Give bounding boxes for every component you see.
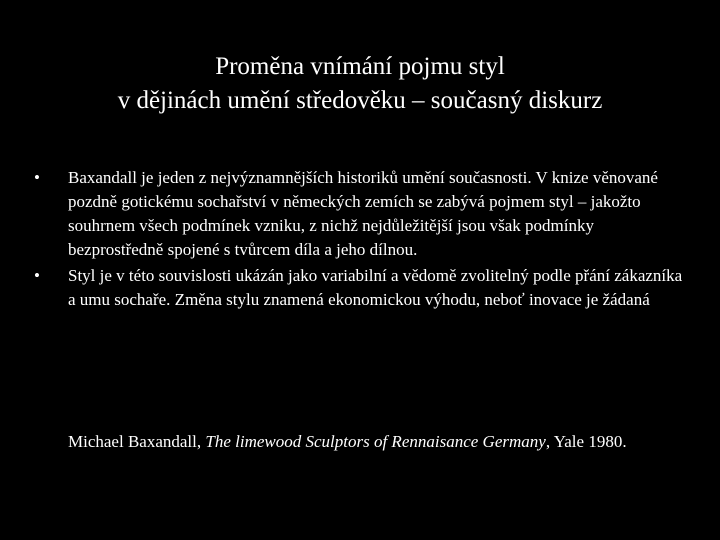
- citation: [68, 430, 688, 454]
- bullet-dot-icon: •: [34, 266, 40, 285]
- bullet-text: Baxandall je jeden z nejvýznamnějších historiků umění současnosti. V knize věnované pozdně gotickému sochařství v německých zemích se zabývá pojmem styl – jakožto souhrnem všech podmínek vzniku, z nichž nejdůležitější jsou však podmínky bezprostředně spojené s tvůrcem díla a jeho dílnou.: [68, 168, 658, 259]
- citation-separator: ,: [545, 432, 554, 451]
- slide-title: [40, 50, 680, 118]
- bullet-text: Styl je v této souvislosti ukázán jako variabilní a vědomě zvolitelný podle přání zákazníka a umu sochaře. Změna stylu znamená ekonomickou výhodu, neboť inovace je žádaná: [68, 266, 683, 309]
- citation-work-title: The limewood Sculptors of Rennaisance Germany: [205, 432, 546, 451]
- bullet-list: [34, 166, 684, 314]
- citation-author: Michael Baxandall: [68, 432, 197, 451]
- bullet-item-baxandall: [34, 166, 684, 262]
- title-line-2: v dějinách umění středověku – současný diskurz: [117, 86, 603, 114]
- title-line-1: Proměna vnímání pojmu styl: [215, 52, 505, 80]
- citation-publisher-year: Yale 1980.: [553, 432, 627, 451]
- bullet-dot-icon: •: [34, 168, 40, 187]
- citation-separator: ,: [196, 432, 206, 451]
- bullet-item-styl: [34, 264, 684, 312]
